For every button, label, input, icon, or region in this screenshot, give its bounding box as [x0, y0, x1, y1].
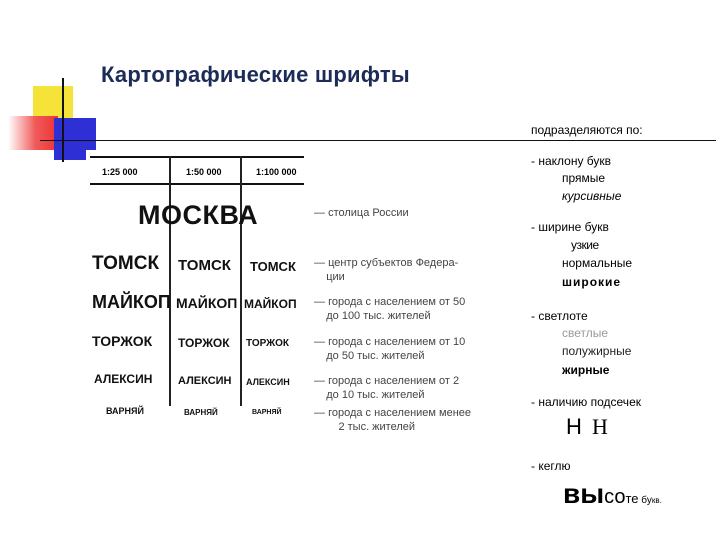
option-bold: жирные	[562, 363, 610, 377]
slide-title: Картографические шрифты	[101, 62, 410, 87]
city-col3: АЛЕКСИН	[246, 377, 290, 387]
classification-heading: подразделяются по:	[531, 123, 643, 137]
scale-label-25k: 1:25 000	[102, 167, 138, 177]
option-narrow: узкие	[571, 238, 599, 252]
table-col-divider-2	[240, 156, 242, 406]
city-col2: АЛЕКСИН	[178, 375, 232, 387]
row-description: — столица России	[314, 207, 409, 219]
city-col3: ВАРНЯЙ	[252, 409, 282, 416]
row-description: — центр субъектов Федера- ции	[314, 257, 459, 283]
city-col1: АЛЕКСИН	[94, 372, 153, 386]
row-description: — города с населением менее 2 тыс. жителей	[314, 407, 472, 433]
table-header-rule	[90, 183, 304, 185]
size-part-2: со	[604, 486, 626, 508]
city-col3: МАЙКОП	[244, 297, 297, 311]
city-col2: ВАРНЯЙ	[184, 408, 218, 417]
group-width-title: - ширине букв	[531, 220, 609, 234]
city-col1: ТОРЖОК	[92, 333, 153, 349]
city-moscow: МОСКВА	[138, 200, 259, 230]
decor-horizontal-line	[40, 140, 716, 141]
table-top-rule	[90, 156, 304, 158]
scale-label-50k: 1:50 000	[186, 167, 222, 177]
size-part-4: бу	[638, 495, 652, 506]
row-description: — города с населением от 10 до 50 тыс. жителей	[314, 336, 466, 362]
group-weight-title: - светлоте	[531, 309, 588, 323]
size-sample	[563, 478, 662, 509]
city-col3: ТОРЖОК	[246, 338, 289, 349]
group-kerning-title: - наличию подсечек	[531, 395, 641, 409]
city-col1: МАЙКОП	[92, 292, 171, 312]
option-normal: нормальные	[562, 256, 633, 270]
city-col3: ТОМСК	[250, 259, 296, 274]
group-size-title: - кеглю	[531, 459, 571, 473]
city-col1: ВАРНЯЙ	[106, 406, 144, 416]
option-italic: курсивные	[562, 189, 622, 203]
size-part-3: те	[625, 491, 639, 506]
serif-sample	[566, 414, 610, 439]
row-description: — города с населением от 2 до 10 тыс. жителей	[314, 375, 460, 401]
city-col1: ТОМСК	[92, 253, 160, 274]
size-part-5: кв.	[651, 496, 662, 505]
city-col2: МАЙКОП	[176, 295, 238, 311]
scale-label-100k: 1:100 000	[256, 167, 297, 177]
option-wide: широкие	[562, 275, 622, 289]
sans-letter-sample: Н	[566, 414, 584, 439]
option-light: светлые	[562, 326, 609, 340]
option-upright: прямые	[562, 171, 606, 185]
decor-vertical-line	[62, 78, 64, 162]
group-slant-title: - наклону букв	[531, 154, 612, 168]
city-col2: ТОРЖОК	[178, 336, 230, 350]
serif-letter-sample: Н	[592, 414, 610, 439]
city-col2: ТОМСК	[178, 257, 231, 274]
table-col-divider-1	[169, 156, 171, 406]
row-description: — города с населением от 50 до 100 тыс. жителей	[314, 296, 466, 322]
decor-red-gradient	[8, 116, 58, 150]
option-semibold: полужирные	[562, 344, 632, 358]
size-part-1: вы	[563, 478, 605, 509]
map-font-table	[86, 150, 510, 450]
